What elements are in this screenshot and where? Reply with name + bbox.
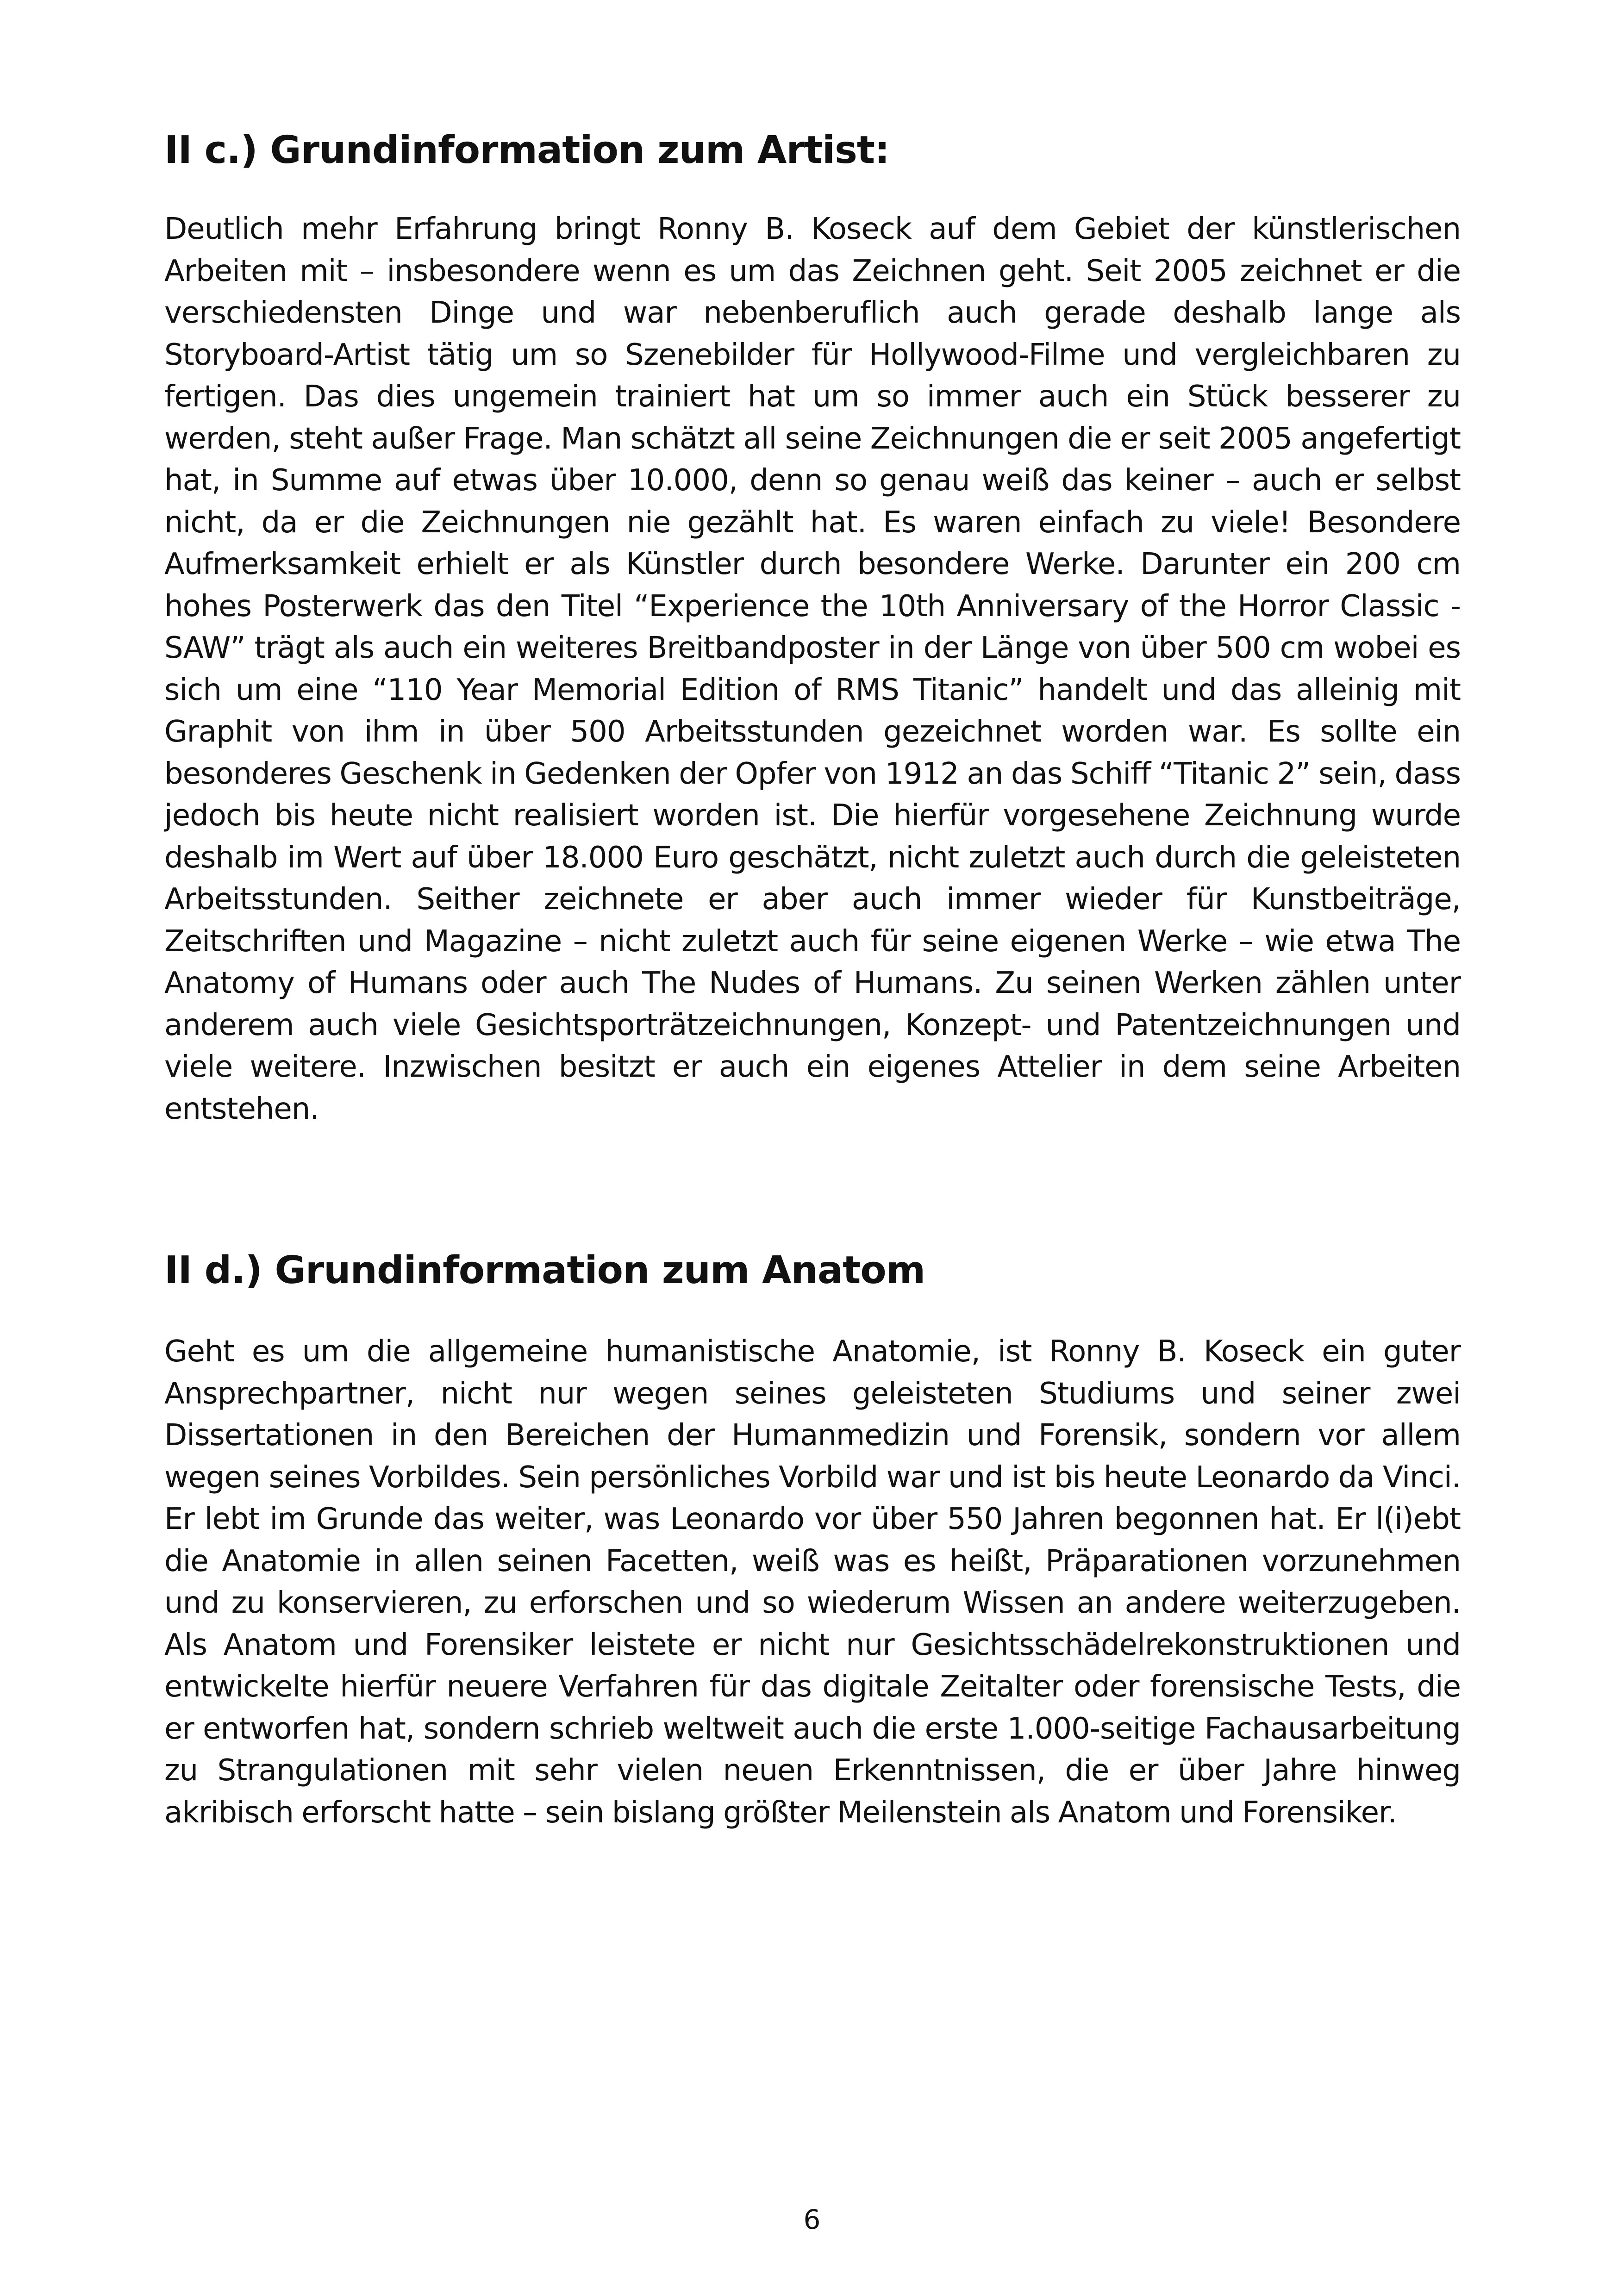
page-number: 6 <box>803 2204 821 2235</box>
section-body-artist: Deutlich mehr Erfahrung bringt Ronny B. Koseck auf dem Gebiet der künstlerischen Arbeiten mit – insbesondere wenn es um das Zeichnen geht. Seit 2005 zeichnet er die verschiedensten Dinge und war nebenberuflich auch gerade deshalb lange als Storyboard-Artist tätig um so Szenebilder für Hollywood-Filme und vergleichbaren zu fertigen. Das dies ungemein trainiert hat um so immer auch ein Stück besserer zu werden, steht außer Frage. Man schätzt all seine Zeichnungen die er seit 2005 angefertigt hat, in Summe auf etwas über 10.000, denn so genau weiß das keiner – auch er selbst nicht, da er die Zeichnungen nie gezählt hat. Es waren einfach zu viele! Besondere Aufmerksamkeit erhielt er als Künstler durch besondere Werke. Darunter ein 200 cm hohes Posterwerk das den Titel “Experience the 10th Anniversary of the Horror Classic - SAW” trägt als auch ein weiteres Breitbandposter in der Länge von über 500 cm wobei es sich um eine “110 Year Memorial Edition of RMS Titanic” handelt und das alleinig mit Graphit von ihm in über 500 Arbeitsstunden gezeichnet worden war. Es sollte ein besonderes Geschenk in Gedenken der Opfer von 1912 an das Schiff “Titanic 2” sein, dass jedoch bis heute nicht realisiert worden ist. Die hierfür vorgesehene Zeichnung wurde deshalb im Wert auf über 18.000 Euro geschätzt, nicht zuletzt auch durch die geleisteten Arbeitsstunden. Seither zeichnete er aber auch immer wieder für Kunstbeiträge, Zeitschriften und Magazine – nicht zuletzt auch für seine eigenen Werke – wie etwa The Anatomy of Humans oder auch The Nudes of Humans. Zu seinen Werken zählen unter anderem auch viele Gesichtsporträtzeichnungen, Konzept- und Patentzeichnungen und viele weitere. Inzwischen besitzt er auch ein eigenes Attelier in dem seine Arbeiten entstehen. <box>164 212 1461 1126</box>
section-heading-anatom: II d.) Grundinformation zum Anatom <box>164 1248 925 1292</box>
section-heading-artist: II c.) Grundinformation zum Artist: <box>164 128 889 172</box>
section-artist <box>164 125 1461 1130</box>
section-anatom <box>164 1245 1461 1834</box>
section-body-anatom: Geht es um die allgemeine humanistische Anatomie, ist Ronny B. Koseck ein guter Ansprechpartner, nicht nur wegen seines geleisteten Studiums und seiner zwei Dissertationen in den Bereichen der Humanmedizin und Forensik, sondern vor allem wegen seines Vorbildes. Sein persönliches Vorbild war und ist bis heute Leonardo da Vinci. Er lebt im Grunde das weiter, was Leonardo vor über 550 Jahren begonnen hat. Er l(i)ebt die Anatomie in allen seinen Facetten, weiß was es heißt, Präparationen vorzunehmen und zu konservieren, zu erforschen und so wiederum Wissen an andere weiterzugeben. Als Anatom und Forensiker leistete er nicht nur Gesichtsschädelrekonstruktionen und entwickelte hierfür neuere Verfahren für das digitale Zeitalter oder forensische Tests, die er entworfen hat, sondern schrieb weltweit auch die erste 1.000-seitige Fachausarbeitung zu Strangulationen mit sehr vielen neuen Erkenntnissen, die er über Jahre hinweg akribisch erforscht hatte – sein bislang größter Meilenstein als Anatom und Forensiker. <box>164 1335 1461 1830</box>
